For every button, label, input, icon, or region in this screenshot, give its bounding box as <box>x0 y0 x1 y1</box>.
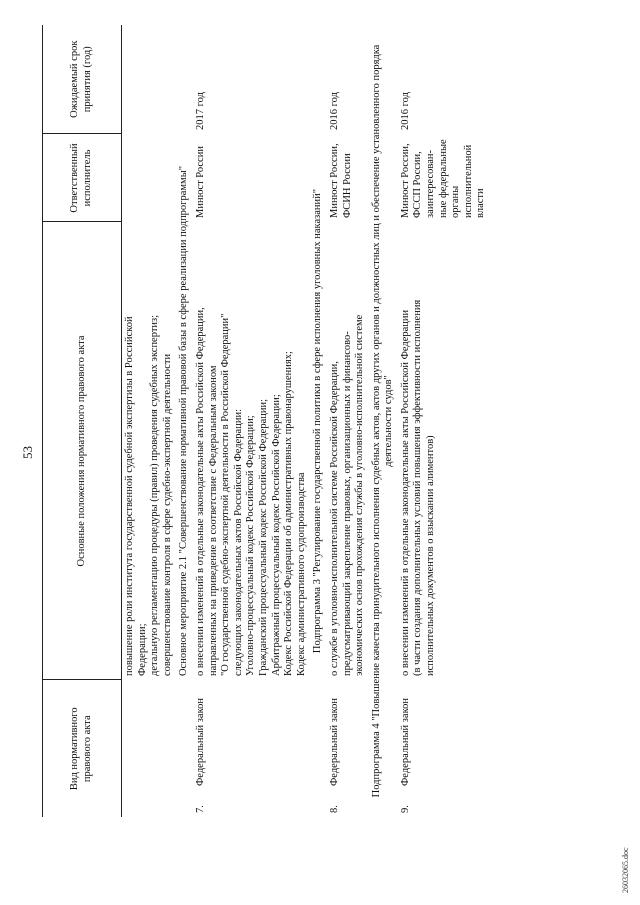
expected-deadline: 2016 год <box>399 92 411 130</box>
row-number: 9. <box>399 805 411 813</box>
act-kind: Федеральный закон <box>194 697 206 786</box>
acts-table <box>42 25 490 817</box>
section-row <box>310 25 327 817</box>
act-provisions: о службе в уголовно-исполнительной системе Российской Федерации, предусматривающий закрепление правовых, организационных и финансово- экономических основ прохождения службы в уголовно-исполнительной системе <box>328 314 366 676</box>
table-row-carry-over <box>122 25 177 817</box>
responsible-executor: Минюст России <box>194 146 206 218</box>
act-provisions: о внесении изменений в отдельные законодательные акты Российской Федерации (в части создания дополнительных условий повышения эффективности исполнения исполнительных документов о взыскании алиментов) <box>399 299 437 676</box>
expected-deadline: 2017 год <box>194 92 206 130</box>
section-4-heading: Подпрограмма 4 "Повышение качества принудительного исполнения судебных актов, актов других органов и должностных лиц и обеспечение установленного порядка деятельности судов" <box>370 44 395 798</box>
section-3-heading: Подпрограмма 3 "Регулирование государственной политики в сфере исполнения уголовных наказаний" <box>312 188 324 654</box>
row-number: 7. <box>194 805 206 813</box>
expected-deadline: 2016 год <box>328 92 340 130</box>
act-kind: Федеральный закон <box>328 697 340 786</box>
act-provisions: о внесении изменений в отдельные законодательные акты Российской Федерации, направленных на приведение в соответствие с Федеральным законом "О государственной судебно-экспертной деятельности в Российской Федерации" следующих законодательных актов Российской Федерации: Уголовно-процессуальный кодекс Российской Федерации; Гражданский процессуальный кодекс Российской Федерации; Арбитражный процессуальный кодекс Российской Федерации; Кодекс Российской Федерации об административных правонарушениях; Кодекс административного судопроизводства <box>194 307 307 676</box>
header-provisions: Основные положения нормативного правового акта <box>43 222 122 680</box>
section-row <box>176 25 193 817</box>
responsible-executor: Минюст России, ФССП России, заинтересован-ные федеральные органы исполнительной власти <box>399 139 487 218</box>
responsible-executor: Минюст России, ФСИН России <box>328 143 353 218</box>
header-responsible: Ответственный исполнитель <box>43 134 122 222</box>
page-number: 53 <box>20 446 35 459</box>
act-kind: Федеральный закон <box>399 697 411 786</box>
document-footer: 26032065.doc <box>621 847 630 893</box>
section-row <box>369 25 398 817</box>
row-number: 8. <box>328 805 340 813</box>
table-row <box>193 25 310 817</box>
header-deadline: Ожидаемый срок принятия (год) <box>43 25 122 134</box>
carry-over-provisions: повышение роли института государственной судебной экспертизы в Российской Федерации; детальную регламентацию процедуры (правил) проведения судебных экспертиз; совершенствование контроля в сфере судебно-экспертной деятельности <box>124 314 173 676</box>
header-kind: Вид нормативного правового акта <box>43 680 122 817</box>
table-header-row <box>43 25 122 817</box>
table-row <box>398 25 490 817</box>
table-row <box>327 25 369 817</box>
section-2-1-heading: Основное мероприятие 2.1 "Совершенствование нормативной правовой базы в сфере реализации подпрограммы" <box>178 165 190 677</box>
